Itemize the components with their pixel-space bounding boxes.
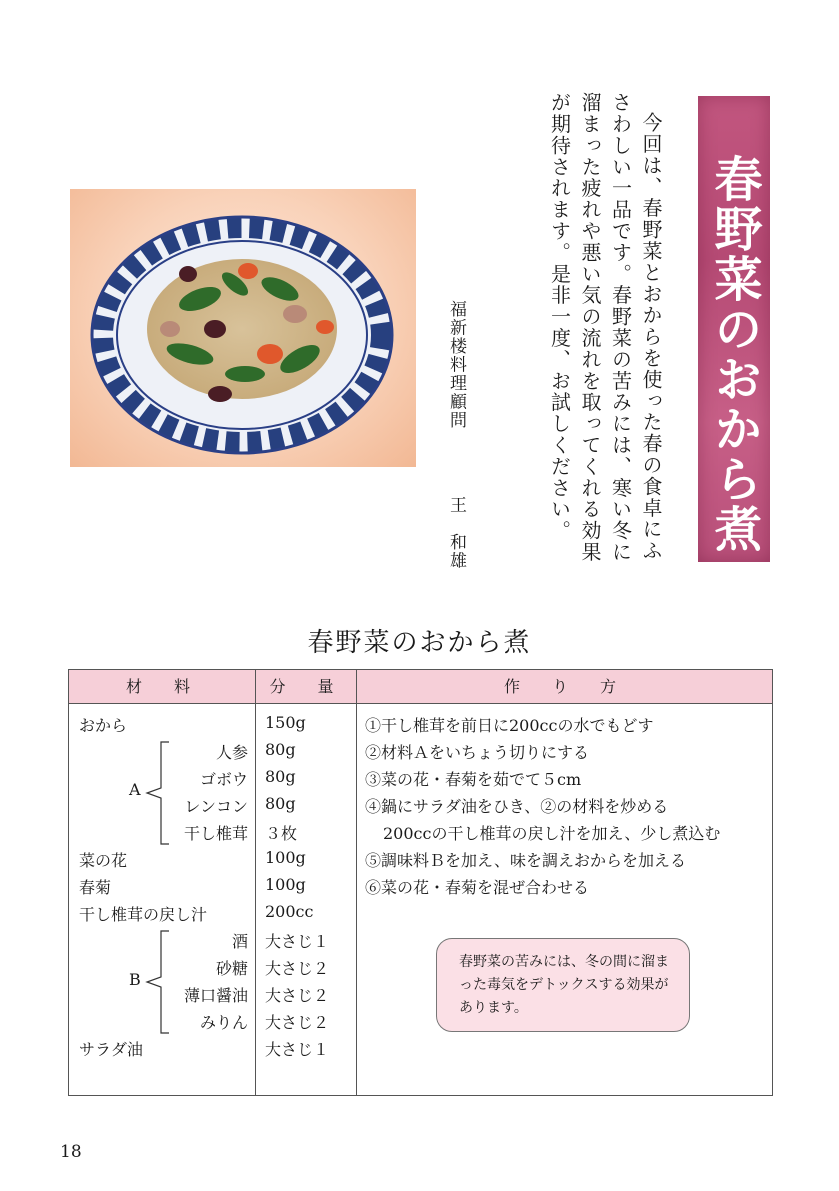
ingredient-qty: 大さじ１ — [265, 932, 330, 951]
ingredient-qty: 100g — [265, 875, 306, 894]
ingredient-qty: ３枚 — [265, 824, 298, 843]
group-b-brace — [143, 927, 171, 1037]
ingredient-qty: 大さじ２ — [265, 986, 330, 1005]
ingredient-name: 干し椎茸の戻し汁 — [79, 905, 208, 924]
method-step: ②材料Ａをいちょう切りにする — [365, 743, 590, 762]
page-number: 18 — [60, 1142, 82, 1162]
method-step: 200ccの干し椎茸の戻し汁を加え、少し煮込む — [383, 824, 721, 843]
method-step: ③菜の花・春菊を茹でて５cm — [365, 770, 582, 789]
ingredient-qty: 100g — [265, 848, 306, 867]
ingredient-qty: 大さじ２ — [265, 959, 330, 978]
ingredient-name: 砂糖 — [215, 959, 248, 978]
ingredient-name: 春菊 — [79, 878, 112, 897]
ingredient-name: 人参 — [215, 743, 248, 762]
title-banner — [698, 96, 770, 562]
ingredient-name: レンコン — [184, 797, 248, 816]
column-divider — [255, 670, 256, 1095]
method-step: ⑥菜の花・春菊を混ぜ合わせる — [365, 878, 590, 897]
ingredient-name: サラダ油 — [79, 1040, 143, 1059]
ingredient-qty: 150g — [265, 713, 306, 732]
ingredient-name: みりん — [199, 1013, 248, 1032]
plate-illustration — [70, 189, 416, 467]
ingredient-name: 薄口醤油 — [183, 986, 248, 1005]
method-step: ⑤調味料Ｂを加え、味を調えおからを加える — [365, 851, 686, 870]
table-header — [69, 670, 772, 704]
ingredient-name: おから — [79, 716, 128, 735]
ingredient-name: 酒 — [231, 932, 248, 951]
recipe-table — [68, 669, 773, 1096]
header-ingredients: 材 料 — [125, 677, 198, 696]
column-divider — [356, 670, 357, 1095]
group-a-brace — [143, 738, 171, 848]
ingredient-name: ゴボウ — [199, 770, 248, 789]
recipe-title: 春野菜のおから煮 — [307, 628, 532, 658]
ingredient-qty: 80g — [265, 794, 296, 813]
author-name: 王 和雄 — [446, 496, 466, 570]
dish-photo — [70, 189, 416, 467]
ingredient-name: 干し椎茸 — [183, 824, 248, 843]
ingredient-qty: 80g — [265, 740, 296, 759]
ingredient-qty: 大さじ１ — [265, 1040, 330, 1059]
intro-text — [544, 92, 666, 572]
group-a-label: A — [129, 780, 141, 799]
ingredient-qty: 80g — [265, 767, 296, 786]
ingredient-qty: 大さじ２ — [265, 1013, 330, 1032]
method-step: ①干し椎茸を前日に200ccの水でもどす — [365, 716, 654, 735]
ingredient-qty: 200cc — [265, 902, 314, 921]
author-credit — [441, 300, 471, 570]
method-step: ④鍋にサラダ油をひき、②の材料を炒める — [365, 797, 669, 816]
ingredient-name: 菜の花 — [79, 851, 128, 870]
intro-paragraph: 今回は、春野菜とおからを使った春の食卓にふさわしい一品です。春野菜の苦みには、寒い冬に溜まった疲れや悪い気の流れを取ってくれる効果が期待されます。是非一度、お試しください。 — [547, 92, 663, 563]
author-affiliation: 福新楼料理顧問 — [446, 300, 466, 430]
group-b-label: B — [129, 970, 141, 989]
header-quantity: 分 量 — [269, 677, 342, 696]
tip-note: 春野菜の苦みには、冬の間に溜まった毒気をデトックスする効果があります。 — [436, 938, 690, 1032]
page-title: 春野菜のおから煮 — [706, 154, 762, 554]
header-method: 作 り 方 — [503, 677, 624, 696]
